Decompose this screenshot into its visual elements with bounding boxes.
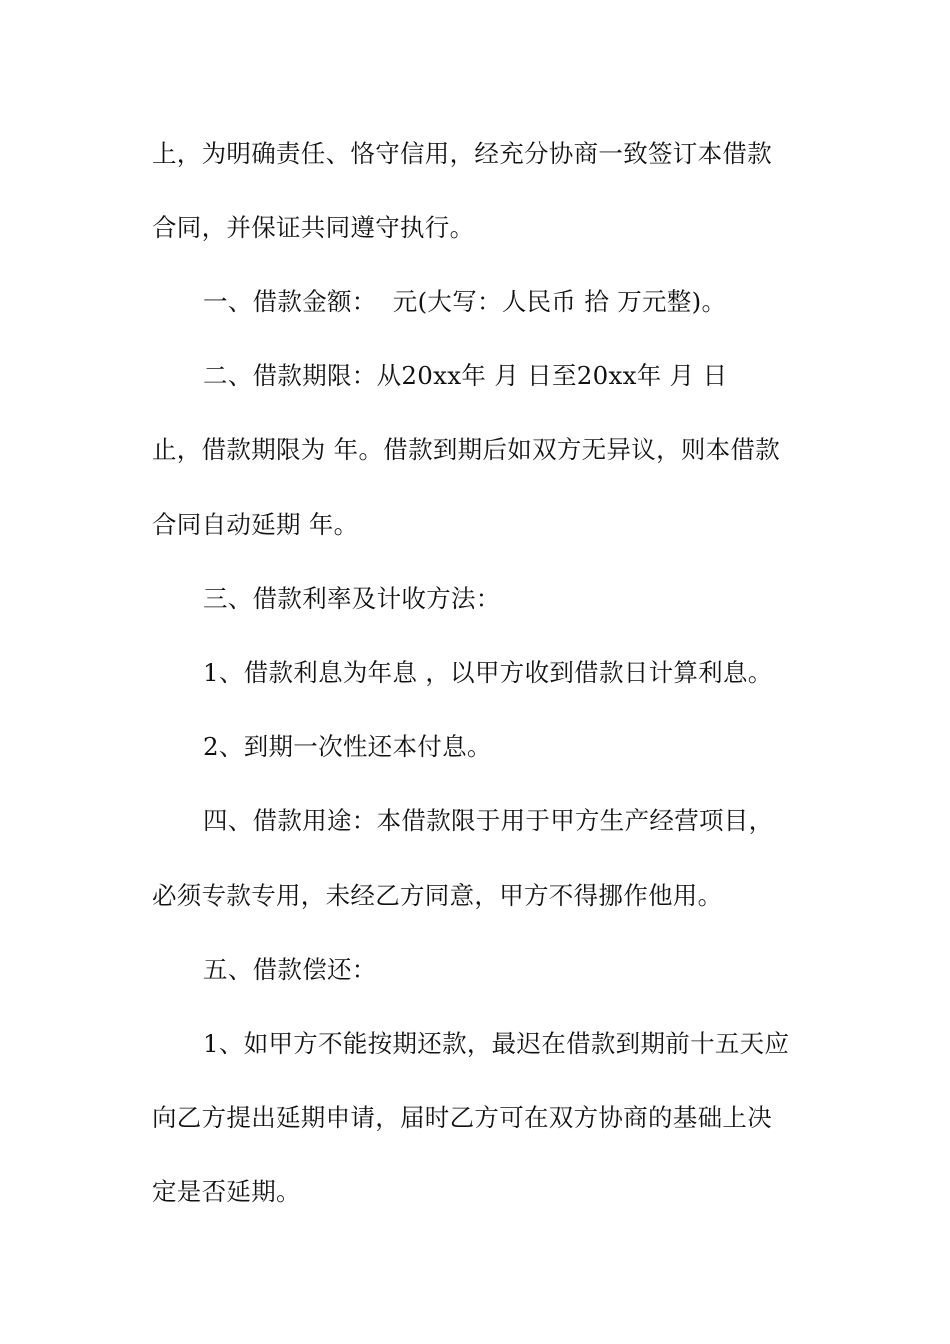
clause-3-item-2: 2、到期一次性还本付息。	[203, 732, 492, 761]
clause-3-item-1: 1、借款利息为年息 ，以甲方收到借款日计算利息。	[203, 658, 773, 687]
clause-5-item-1-end: 定是否延期。	[152, 1177, 301, 1206]
clause-2-loan-term: 二、借款期限：从20xx年 月 日至20xx年 月 日	[203, 361, 728, 390]
clause-2-loan-term-cont: 止，借款期限为 年。借款到期后如双方无异议，则本借款	[152, 435, 781, 464]
clause-3-interest-heading: 三、借款利率及计收方法：	[203, 584, 501, 613]
clause-4-loan-purpose-cont: 必须专款专用，未经乙方同意，甲方不得挪作他用。	[152, 881, 723, 910]
clause-5-item-1: 1、如甲方不能按期还款，最迟在借款到期前十五天应	[203, 1029, 790, 1058]
clause-2-loan-term-end: 合同自动延期 年。	[152, 510, 359, 539]
paragraph-line-2: 合同，并保证共同遵守执行。	[152, 213, 475, 242]
clause-5-repayment-heading: 五、借款偿还：	[203, 955, 377, 984]
paragraph-line-1: 上，为明确责任、恪守信用，经充分协商一致签订本借款	[152, 139, 772, 168]
clause-5-item-1-cont: 向乙方提出延期申请，届时乙方可在双方协商的基础上决	[152, 1103, 772, 1132]
clause-1-loan-amount: 一、借款金额： 元(大写：人民币 拾 万元整)。	[203, 287, 727, 316]
clause-4-loan-purpose: 四、借款用途：本借款限于用于甲方生产经营项目，	[203, 806, 774, 835]
